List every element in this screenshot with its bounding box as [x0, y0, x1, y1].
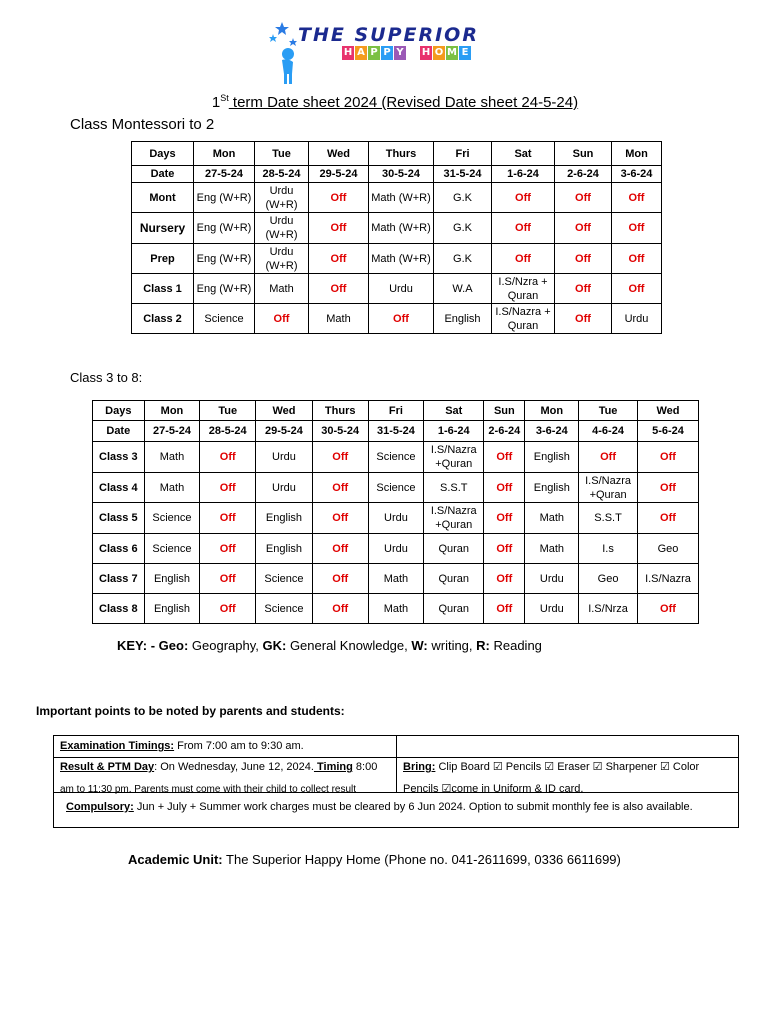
table-cell: Urdu (W+R) [255, 244, 309, 274]
table-cell: 27-5-24 [144, 421, 200, 442]
notes-box [53, 735, 739, 828]
table-cell: 28-5-24 [200, 421, 256, 442]
table-cell: Urdu (W+R) [255, 183, 309, 213]
table-cell: English [434, 304, 492, 334]
section-title-class-3-8: Class 3 to 8: [70, 370, 143, 385]
logo-letter: Y [394, 46, 406, 60]
important-points-heading: Important points to be noted by parents and students: [36, 704, 345, 718]
exam-timings-note: Examination Timings: From 7:00 am to 9:30 am. [60, 740, 304, 752]
table-cell: English [256, 534, 313, 564]
table-cell: Off [555, 213, 612, 244]
table-row [93, 421, 699, 442]
table-cell: English [144, 594, 200, 624]
header-cell: Sat [492, 142, 555, 166]
row-header-cell: Mont [132, 183, 194, 213]
table-cell: Off [200, 442, 256, 473]
table-cell: 31-5-24 [434, 166, 492, 183]
table-cell: I.S/Nazra +Quran [579, 473, 638, 503]
table-cell: Math [368, 594, 424, 624]
table-cell: Off [484, 534, 525, 564]
logo-letter: E [459, 46, 471, 60]
table-cell: English [144, 564, 200, 594]
table-cell: Math [525, 503, 579, 534]
table-cell: Science [256, 594, 313, 624]
table-cell: Quran [424, 594, 484, 624]
table-cell: G.K [434, 183, 492, 213]
table-cell: I.S/Nazra +Quran [424, 503, 484, 534]
table-cell: W.A [434, 274, 492, 304]
table-cell: 2-6-24 [555, 166, 612, 183]
academic-unit-contact: Academic Unit: The Superior Happy Home (Phone no. 041-2611699, 0336 6611699) [128, 852, 621, 867]
table-cell: Off [484, 564, 525, 594]
table-cell: Off [637, 473, 698, 503]
table-row [132, 142, 662, 166]
table-cell: Off [312, 473, 368, 503]
table-cell: Science [144, 503, 200, 534]
table-cell: Off [309, 213, 369, 244]
bring-items-note: Bring: Clip Board ☑ Pencils ☑ Eraser ☑ Sharpener ☑ Color Pencils ☑come in Uniform & ID card. [403, 761, 700, 795]
child-with-stars-icon [268, 20, 302, 86]
logo-letter: M [447, 47, 457, 58]
table-cell: Off [484, 473, 525, 503]
table-row [93, 564, 699, 594]
table-row [93, 534, 699, 564]
table-cell: Off [312, 564, 368, 594]
compulsory-note: Compulsory: Jun + July + Summer work charges must be cleared by 6 Jun 2024. Option to submit monthly fee is also available. [66, 801, 693, 813]
table-cell: Urdu (W+R) [255, 213, 309, 244]
table-cell: Off [200, 594, 256, 624]
table-cell: Science [256, 564, 313, 594]
table-cell: 30-5-24 [312, 421, 368, 442]
table-cell: Off [200, 503, 256, 534]
logo-letter: O [434, 47, 444, 58]
table-row [132, 304, 662, 334]
header-cell: Sun [555, 142, 612, 166]
datesheet-table-class-3-8 [92, 400, 699, 624]
table-cell: Off [312, 534, 368, 564]
table-cell: Eng (W+R) [194, 274, 255, 304]
header-cell: Days [93, 401, 145, 421]
table-cell: Off [555, 183, 612, 213]
table-cell: I.S/Nrza [579, 594, 638, 624]
header-cell: Mon [194, 142, 255, 166]
table-row [93, 442, 699, 473]
table-cell: English [525, 473, 579, 503]
table-cell: I.s [579, 534, 638, 564]
table-cell: Off [309, 274, 369, 304]
table-cell: Off [555, 244, 612, 274]
row-header-cell: Date [93, 421, 145, 442]
table-cell: Science [194, 304, 255, 334]
section-title-montessori: Class Montessori to 2 [70, 116, 215, 133]
table-cell: Science [144, 534, 200, 564]
table-cell: Math [144, 473, 200, 503]
header-cell: Tue [579, 401, 638, 421]
header-cell: Sun [484, 401, 525, 421]
table-cell: G.K [434, 213, 492, 244]
row-header-cell: Nursery [132, 213, 194, 244]
header-cell: Mon [144, 401, 200, 421]
result-ptm-note: Result & PTM Day: On Wednesday, June 12, 2024. Timing 8:00 am to 11:30 pm. Parents must come with their child to collect result [60, 761, 378, 795]
header-cell: Mon [612, 142, 662, 166]
table-cell: Off [484, 503, 525, 534]
table-row [132, 244, 662, 274]
datesheet-table-montessori [131, 141, 662, 334]
table-row [93, 594, 699, 624]
table-cell: S.S.T [424, 473, 484, 503]
logo-subtitle [342, 46, 471, 60]
table-cell: Off [312, 442, 368, 473]
table-cell: Off [369, 304, 434, 334]
table-cell: 5-6-24 [637, 421, 698, 442]
table-cell: Math [368, 564, 424, 594]
table-cell: Math [255, 274, 309, 304]
table-cell: Eng (W+R) [194, 244, 255, 274]
abbreviation-key: KEY: - Geo: Geography, GK: General Knowledge, W: writing, R: Reading [117, 638, 542, 653]
table-cell: Urdu [256, 473, 313, 503]
table-cell: English [256, 503, 313, 534]
table-cell: Off [484, 594, 525, 624]
table-cell: Eng (W+R) [194, 183, 255, 213]
logo-letter: A [355, 46, 367, 60]
table-cell: Math (W+R) [369, 183, 434, 213]
table-cell: English [525, 442, 579, 473]
row-header-cell: Class 4 [93, 473, 145, 503]
table-cell: Urdu [525, 594, 579, 624]
table-cell: Off [255, 304, 309, 334]
table-cell: Science [368, 473, 424, 503]
row-header-cell: Class 5 [93, 503, 145, 534]
table-cell: 27-5-24 [194, 166, 255, 183]
table-cell: I.S/Nazra + Quran [492, 304, 555, 334]
table-cell: Urdu [369, 274, 434, 304]
table-cell: 4-6-24 [579, 421, 638, 442]
header-cell: Sat [424, 401, 484, 421]
table-cell: Off [612, 183, 662, 213]
row-header-cell: Prep [132, 244, 194, 274]
table-cell: 30-5-24 [369, 166, 434, 183]
header-cell: Thurs [312, 401, 368, 421]
row-header-cell: Class 2 [132, 304, 194, 334]
header-cell: Wed [309, 142, 369, 166]
table-row [132, 183, 662, 213]
table-cell: Off [492, 183, 555, 213]
table-cell: Urdu [612, 304, 662, 334]
table-cell: Off [200, 564, 256, 594]
table-cell: Math (W+R) [369, 244, 434, 274]
header-cell: Tue [255, 142, 309, 166]
logo-letter [407, 46, 419, 60]
table-cell: Urdu [368, 503, 424, 534]
table-cell: Off [637, 594, 698, 624]
table-cell: Off [312, 594, 368, 624]
table-cell: G.K [434, 244, 492, 274]
table-cell: Off [312, 503, 368, 534]
table-cell: Science [368, 442, 424, 473]
table-cell: Math [525, 534, 579, 564]
table-cell: 2-6-24 [484, 421, 525, 442]
row-header-cell: Class 1 [132, 274, 194, 304]
header-cell: Mon [525, 401, 579, 421]
table-row [93, 503, 699, 534]
table-cell: I.S/Nazra +Quran [424, 442, 484, 473]
table-row [132, 166, 662, 183]
table-cell: Off [612, 244, 662, 274]
table-cell: Math [144, 442, 200, 473]
school-logo [268, 20, 568, 96]
row-header-cell: Class 8 [93, 594, 145, 624]
header-cell: Tue [200, 401, 256, 421]
table-cell: Geo [637, 534, 698, 564]
table-cell: S.S.T [579, 503, 638, 534]
table-cell: Off [637, 503, 698, 534]
table-cell: Quran [424, 534, 484, 564]
table-cell: 3-6-24 [612, 166, 662, 183]
header-cell: Wed [256, 401, 313, 421]
table-cell: 29-5-24 [309, 166, 369, 183]
table-cell: Quran [424, 564, 484, 594]
table-cell: Off [309, 244, 369, 274]
header-cell: Wed [637, 401, 698, 421]
table-cell: 28-5-24 [255, 166, 309, 183]
table-cell: 29-5-24 [256, 421, 313, 442]
table-cell: Off [612, 274, 662, 304]
table-cell: Off [200, 473, 256, 503]
table-cell: Urdu [256, 442, 313, 473]
table-cell: 1-6-24 [492, 166, 555, 183]
table-cell: 3-6-24 [525, 421, 579, 442]
header-cell: Days [132, 142, 194, 166]
table-cell: Off [579, 442, 638, 473]
table-cell: Geo [579, 564, 638, 594]
header-cell: Fri [434, 142, 492, 166]
table-cell: Eng (W+R) [194, 213, 255, 244]
table-cell: I.S/Nazra [637, 564, 698, 594]
header-cell: Fri [368, 401, 424, 421]
table-cell: Off [555, 304, 612, 334]
page-title: 1St term Date sheet 2024 (Revised Date sheet 24-5-24) [211, 93, 579, 111]
row-header-cell: Class 3 [93, 442, 145, 473]
table-cell: Off [612, 213, 662, 244]
logo-title: THE SUPERIOR [298, 24, 479, 46]
table-cell: Off [492, 244, 555, 274]
logo-letter: P [368, 46, 380, 60]
table-cell: I.S/Nzra + Quran [492, 274, 555, 304]
logo-letter: H [421, 47, 431, 58]
table-cell: Urdu [368, 534, 424, 564]
row-header-cell: Class 6 [93, 534, 145, 564]
table-cell: 1-6-24 [424, 421, 484, 442]
table-cell: Urdu [525, 564, 579, 594]
table-cell: Off [484, 442, 525, 473]
logo-letter: P [381, 46, 393, 60]
table-cell: Off [555, 274, 612, 304]
row-header-cell: Date [132, 166, 194, 183]
table-cell: 31-5-24 [368, 421, 424, 442]
table-cell: Off [637, 442, 698, 473]
logo-letter: H [343, 47, 353, 58]
table-cell: Off [200, 534, 256, 564]
table-row [93, 473, 699, 503]
header-cell: Thurs [369, 142, 434, 166]
row-header-cell: Class 7 [93, 564, 145, 594]
table-cell: Math [309, 304, 369, 334]
table-cell: Math (W+R) [369, 213, 434, 244]
table-cell: Off [309, 183, 369, 213]
table-cell: Off [492, 213, 555, 244]
table-row [93, 401, 699, 421]
table-row [132, 274, 662, 304]
table-row [132, 213, 662, 244]
